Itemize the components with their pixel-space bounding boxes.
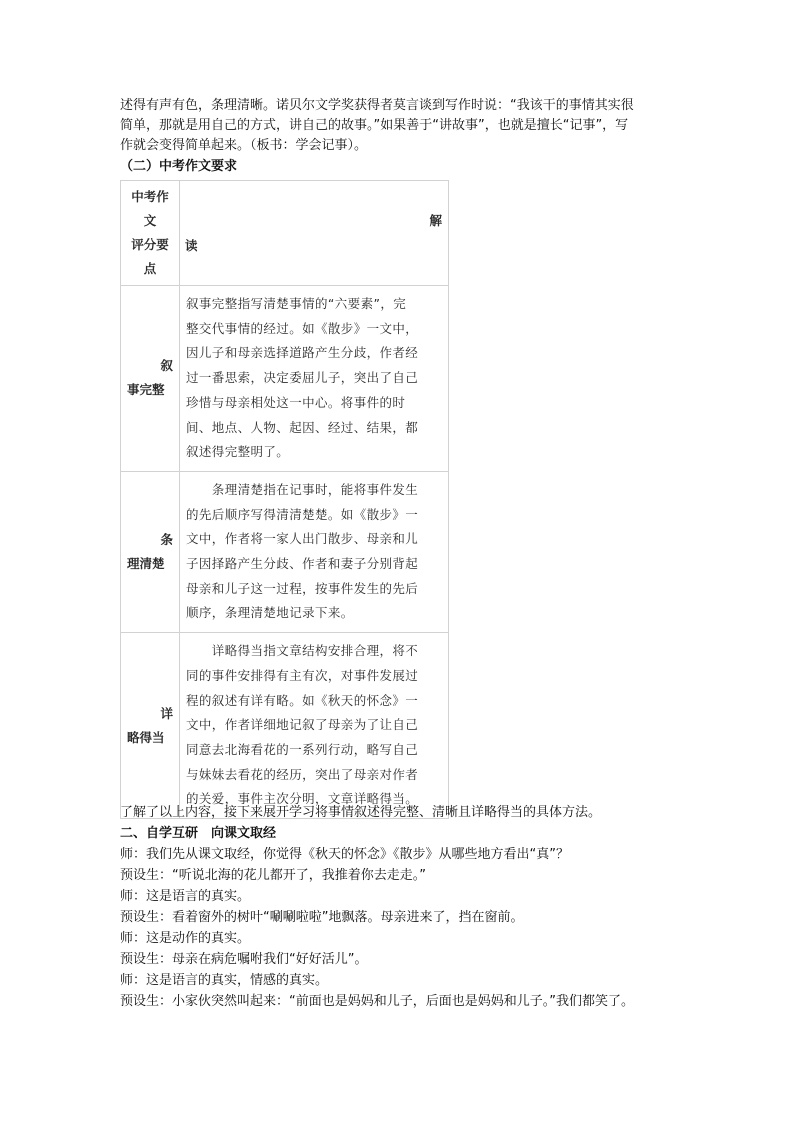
- row-key-top: 条: [160, 532, 173, 548]
- table-row: [121, 633, 449, 819]
- dialogue-line: 预设生：“听说北海的花儿都开了，我推着你去走走。”: [120, 868, 426, 883]
- intro-line-3: 作就会变得简单起来。（板书：学会记事）。: [120, 138, 368, 153]
- dialogue-line: 预设生：看着窗外的树叶“唰唰啦啦”地飘落。母亲进来了，挡在窗前。: [120, 910, 524, 925]
- row-text-line: 顺序，条理清楚地记录下来。: [186, 605, 354, 621]
- dialogue-line: 师：我们先从课文取经，你觉得《秋天的怀念》《散步》从哪些地方看出“真”？: [120, 847, 569, 862]
- row-text-line: 母亲和儿子这一过程，按事件发生的先后: [186, 580, 419, 596]
- row-text-line: 的先后顺序写得清清楚楚。如《散步》一: [186, 506, 419, 522]
- row-text-line: 因儿子和母亲选择道路产生分歧，作者经: [186, 345, 419, 361]
- header-interpretation: [180, 181, 449, 286]
- section-heading-self-study: 二、自学互研 向课文取经: [120, 826, 277, 841]
- row-text-line: 子因择路产生分歧、作者和妻子分别背起: [186, 556, 419, 572]
- row-key-complete-narration: [121, 286, 180, 472]
- row-text-line: 叙述得完整明了。: [186, 444, 290, 460]
- row-key-detail-balance: [121, 633, 180, 819]
- row-text-line: 程的叙述有详有略。如《秋天的怀念》一: [186, 692, 419, 708]
- row-text-line: 详略得当指文章结构安排合理，将不: [186, 643, 419, 659]
- row-text-detail-balance: [180, 633, 449, 819]
- row-key-top: 详: [160, 705, 173, 721]
- dialogue-line: 师：这是语言的真实。: [120, 889, 251, 904]
- row-text-line: 过一番思索，决定委屈儿子，突出了自己: [186, 370, 419, 386]
- header-scoring-points: [121, 181, 180, 286]
- row-text-line: 文中，作者详细地记叙了母亲为了让自己: [186, 717, 419, 733]
- table-header-row: [121, 181, 449, 286]
- header-line: 文: [143, 213, 157, 228]
- dialogue-line: 预设生：小家伙突然叫起来：“前面也是妈妈和儿子，后面也是妈妈和儿子。”我们都笑了。: [120, 994, 634, 1009]
- row-key-bottom: 理清楚: [127, 556, 165, 572]
- table-row: [121, 286, 449, 472]
- header-interpretation-part1: 解: [429, 213, 442, 228]
- header-line: 中考作: [131, 189, 169, 204]
- row-text-line: 间、地点、人物、起因、经过、结果，都: [186, 419, 419, 435]
- row-key-clear-order: [121, 471, 180, 632]
- intro-line-1: 述得有声有色，条理清晰。诺贝尔文学奖获得者莫言谈到写作时说：“我该干的事情其实很: [120, 98, 634, 113]
- row-key-bottom: 略得当: [127, 729, 165, 745]
- exam-requirements-table: [120, 180, 449, 819]
- table-row: [121, 471, 449, 632]
- row-key-top: 叙: [160, 358, 173, 374]
- row-key-bottom: 事完整: [127, 382, 165, 398]
- section-heading-exam-requirements: （二）中考作文要求: [120, 159, 238, 174]
- row-text-line: 叙事完整指写清楚事情的“六要素”，完: [186, 296, 407, 311]
- row-text-line: 同的事件安排得有主有次，对事件发展过: [186, 667, 419, 683]
- row-text-line: 与妹妹去看花的经历，突出了母亲对作者: [186, 766, 419, 782]
- row-text-line: 文中，作者将一家人出门散步、母亲和儿: [186, 531, 419, 547]
- header-line: 点: [143, 261, 157, 276]
- after-table-text: 了解了以上内容，接下来展开学习将事情叙述得完整、清晰且详略得当的具体方法。: [120, 805, 602, 820]
- row-text-line: 整交代事情的经过。如《散步》一文中，: [186, 320, 419, 336]
- header-line: 评分要: [131, 237, 169, 252]
- row-text-line: 条理清楚指在记事时，能将事件发生: [186, 481, 419, 497]
- intro-line-2: 简单，那就是用自己的方式，讲自己的故事。”如果善于“讲故事”，也就是擅长“记事”，写: [120, 118, 629, 133]
- row-text-line: 珍惜与母亲相处这一中心。将事件的时: [186, 394, 406, 410]
- header-interpretation-part2: 读: [185, 238, 198, 253]
- dialogue-line: 师：这是语言的真实，情感的真实。: [120, 973, 329, 988]
- dialogue-line: 预设生：母亲在病危嘱咐我们“好好活儿”。: [120, 952, 368, 967]
- row-text-complete-narration: [180, 286, 449, 472]
- row-text-line: 同意去北海看花的一系列行动，略写自己: [186, 741, 419, 757]
- dialogue-line: 师：这是动作的真实。: [120, 931, 251, 946]
- row-text-clear-order: [180, 471, 449, 632]
- row-text-line: 的关爱，事件主次分明，文章详略得当。: [186, 791, 419, 807]
